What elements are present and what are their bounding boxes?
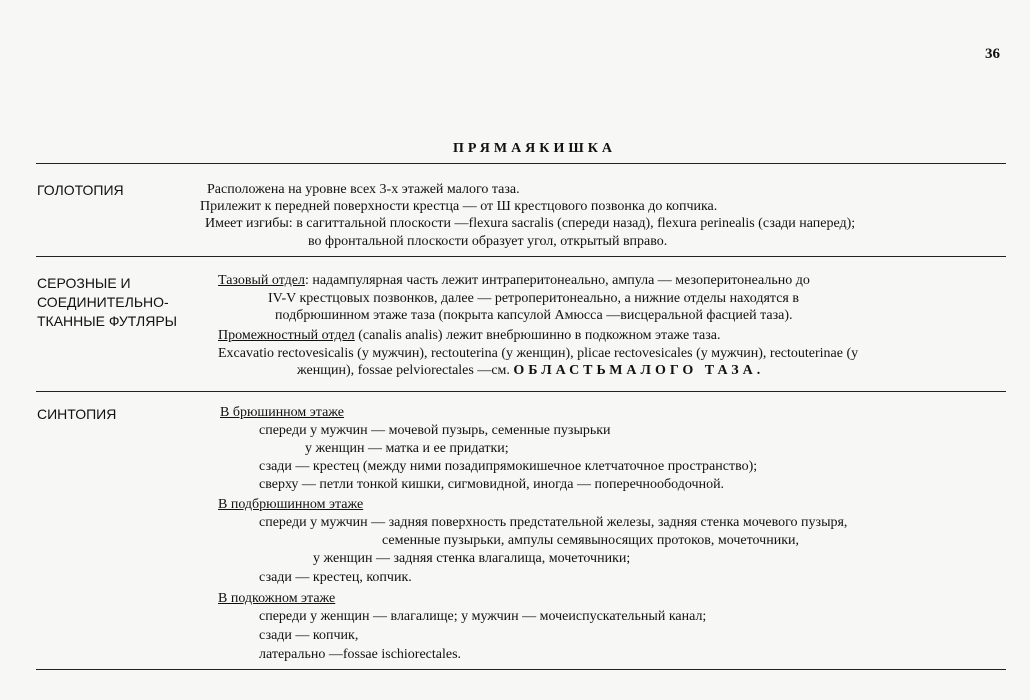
label-line: СОЕДИНИТЕЛЬНО- [37, 294, 169, 310]
holotopy-line: Расположена на уровне всех 3-х этажей малого таза. [207, 182, 520, 197]
label-line: СЕРОЗНЫЕ И [37, 275, 131, 291]
syntopy-line: у женщин — матка и ее придатки; [305, 441, 509, 456]
label-line: ГОЛОТОПИЯ [37, 182, 124, 198]
holotopy-line: Имеет изгибы: в сагиттальной плоскости —flexura sacralis (спереди назад), flexura perinealis (сзади наперед); [205, 216, 856, 231]
perineal-heading: Промежностный отдел [218, 328, 355, 343]
perineal-line [218, 327, 721, 345]
rule-2 [36, 391, 1006, 392]
group-heading-subperitoneal: В подбрюшинном этаже [218, 497, 364, 512]
syntopy-line: сзади — крестец (между ними позадипрямокишечное клетчаточное пространство); [259, 459, 758, 474]
pelvic-text: : надампулярная часть лежит интраперитонеально, ампула — мезоперитонеально до [304, 273, 810, 288]
group-heading-subcutaneous: В подкожном этаже [218, 591, 336, 606]
rule-bottom [36, 669, 1006, 670]
pelvic-heading: Тазовый отдел [218, 273, 305, 288]
syntopy-line: латерально —fossae ischiorectales. [259, 647, 462, 662]
excavatio-line: Excavatio rectovesicalis (у мужчин), rectouterina (у женщин), plicae rectovesicales (у мужчин), rectouterinae (у [218, 346, 859, 361]
syntopy-line: спереди у мужчин — мочевой пузырь, семенные пузырьки [259, 423, 611, 438]
syntopy-line: сверху — петли тонкой кишки, сигмовидной, иногда — поперечноободочной. [259, 477, 725, 492]
holotopy-line: во фронтальной плоскости образует угол, открытый вправо. [308, 234, 668, 249]
rule-1 [36, 256, 1006, 257]
serous-last-line [297, 362, 764, 380]
pelvis-reference: ОБЛАСТЬМАЛОГО ТАЗА. [513, 363, 765, 378]
pelvic-line [218, 272, 810, 290]
serous-last-text: женщин), fossae pelviorectales —см. [297, 363, 514, 378]
syntopy-line: сзади — копчик, [259, 628, 359, 643]
group-heading-peritoneal: В брюшинном этаже [220, 405, 344, 420]
label-line: СИНТОПИЯ [37, 406, 117, 422]
syntopy-line: у женщин — задняя стенка влагалища, мочеточники; [313, 551, 631, 566]
syntopy-line: сзади — крестец, копчик. [259, 570, 412, 585]
section-label-syntopy [37, 405, 116, 424]
section-label-serous [37, 274, 177, 331]
label-line: ТКАННЫЕ ФУТЛЯРЫ [37, 313, 178, 329]
syntopy-line: спереди у мужчин — задняя поверхность предстательной железы, задняя стенка мочевого пузыря, [259, 515, 848, 530]
page-number: 36 [985, 46, 1000, 62]
section-label-holotopy [37, 181, 124, 200]
holotopy-line: Прилежит к передней поверхности крестца — от Ш крестцового позвонка до копчика. [200, 199, 718, 214]
serous-line: подбрюшинном этаже таза (покрыта капсулой Амюсса —висцеральной фасцией таза). [275, 308, 793, 323]
rule-top [36, 163, 1006, 164]
syntopy-line: спереди у женщин — влагалище; у мужчин — мочеиспускательный канал; [259, 609, 707, 624]
serous-line: IV-V крестцовых позвонков, далее — ретроперитонеально, а нижние отделы находятся в [268, 291, 799, 306]
page-title: ПРЯМАЯКИШКА [453, 141, 616, 156]
syntopy-line: семенные пузырьки, ампулы семявыносящих протоков, мочеточники, [382, 533, 799, 548]
perineal-text: (canalis analis) лежит внебрюшинно в подкожном этаже таза. [354, 328, 721, 343]
